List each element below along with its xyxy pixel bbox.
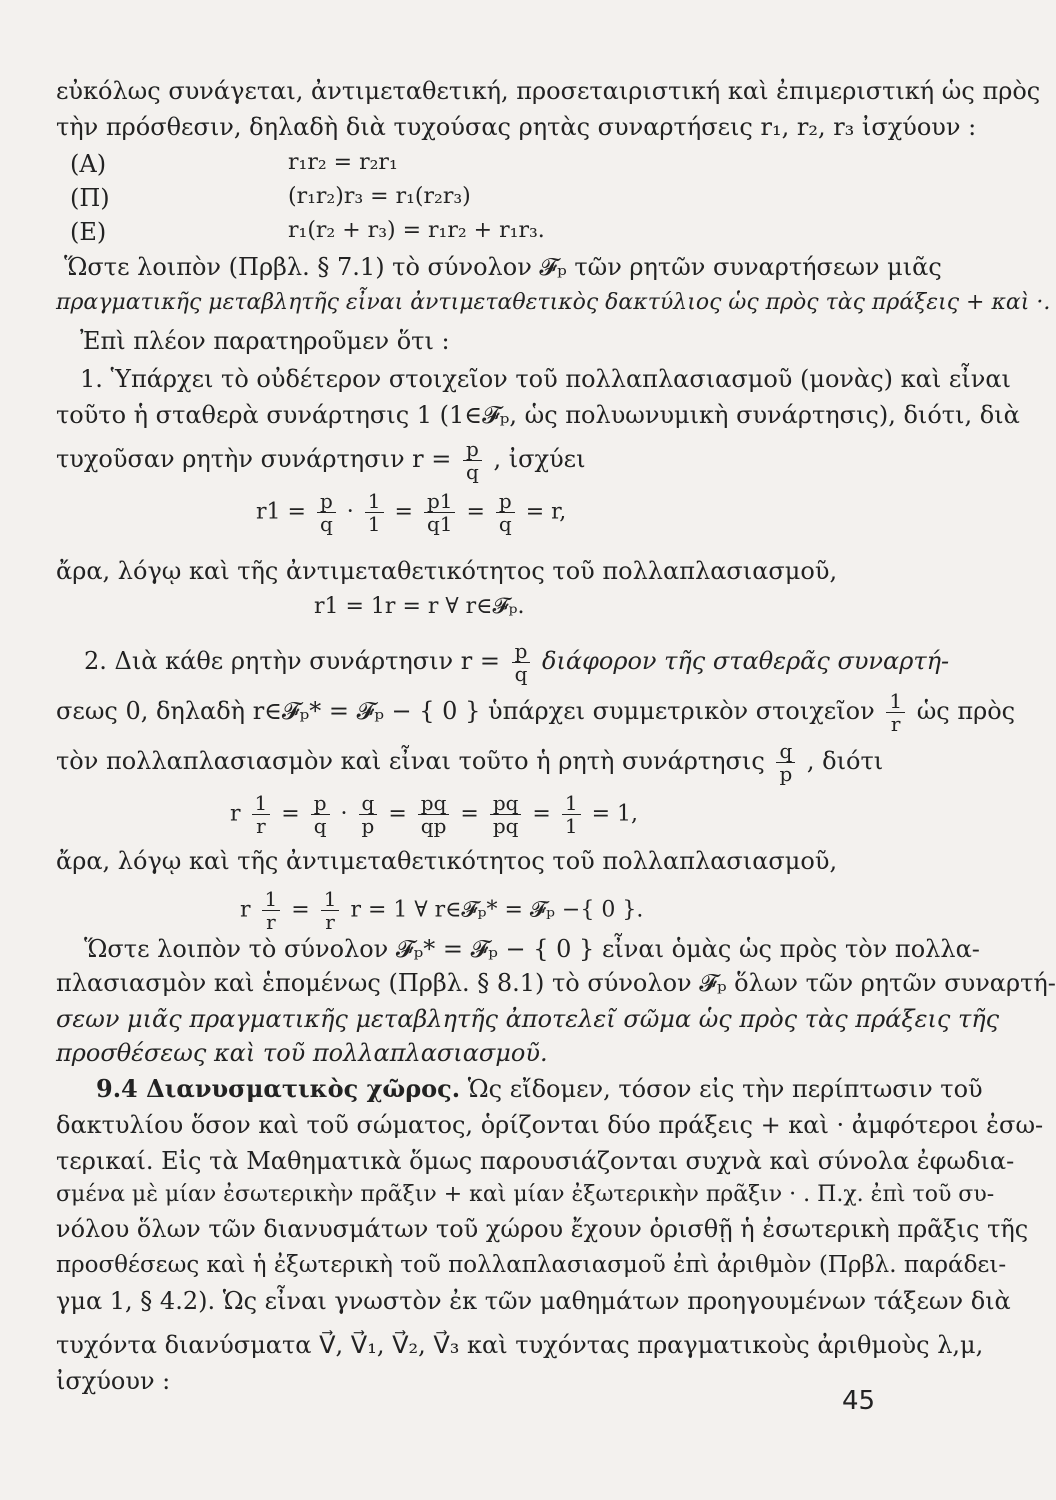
text-line: ἄρα, λόγῳ καὶ τῆς ἀντιμεταθετικότητος τοῦ πολλαπλασιασμοῦ, [56, 847, 838, 875]
text-line: τὸν πολλαπλασιασμὸν καὶ εἶναι τοῦτο ἡ ρητὴ συνάρτησις $\frac{q}{p}$ , διότι [56, 739, 884, 786]
text-line: πραγματικῆς μεταβλητῆς εἶναι ἀντιμεταθετικὸς δακτύλιος ὡς πρὸς τὰς πράξεις + καὶ ·. [56, 290, 1051, 315]
equation-identity: r1 = $\frac{p}{q}$ · $\frac{1}{1}$ = $\frac{p1}{q1}$ = $\frac{p}{q}$ = r, [256, 489, 567, 536]
section-heading: 9.4 Διανυσματικὸς χῶρος. Ὡς εἴδομεν, τόσον εἰς τὴν περίπτωσιν τοῦ [96, 1074, 983, 1103]
text-line: τοῦτο ἡ σταθερὰ συνάρτησις 1 (1∈𝓕ₚ, ὡς πολυωνυμικὴ συνάρτησις), διότι, διὰ [56, 401, 1020, 429]
text-line: προσθέσεως καὶ τοῦ πολλαπλασιασμοῦ. [56, 1039, 548, 1067]
text-line: ἰσχύουν : [56, 1367, 171, 1395]
law-formula: r₁r₂ = r₂r₁ [288, 150, 398, 175]
equation-identity-all: r1 = 1r = r ∀ r∈𝓕ₚ. [314, 594, 525, 619]
text-line: γμα 1, § 4.2). Ὡς εἶναι γνωστὸν ἐκ τῶν μαθημάτων προηγουμένων τάξεων διὰ [56, 1287, 1011, 1315]
text-line: τερικαί. Εἰς τὰ Μαθηματικὰ ὅμως παρουσιάζονται συχνὰ καὶ σύνολα ἐφωδια- [56, 1147, 1015, 1175]
text-line: σμένα μὲ μίαν ἐσωτερικὴν πρᾶξιν + καὶ μίαν ἐξωτερικὴν πρᾶξιν · . Π.χ. ἐπὶ τοῦ συ- [56, 1182, 995, 1207]
equation-inverse-all: r $\frac{1}{r}$ = $\frac{1}{r}$ r = 1 ∀ r∈𝓕ₚ* = 𝓕ₚ −{ 0 }. [240, 887, 644, 934]
section-title: 9.4 Διανυσματικὸς χῶρος. [96, 1074, 461, 1103]
text-line: πλασιασμὸν καὶ ἑπομένως (Πρβλ. § 8.1) τὸ σύνολον 𝓕ₚ ὅλων τῶν ρητῶν συναρτή- [56, 969, 1056, 997]
law-tag: (Π) [70, 184, 110, 212]
text-line: Ἐπὶ πλέον παρατηροῦμεν ὅτι : [80, 327, 450, 355]
equation-inverse: r $\frac{1}{r}$ = $\frac{p}{q}$ · $\frac{q}{p}$ = $\frac{pq}{qp}$ = $\frac{pq}{pq}$ = $\frac{1}{1}$ = 1, [230, 791, 639, 838]
law-tag: (Ε) [70, 218, 107, 246]
item-2-heading: 2. Διὰ κάθε ρητὴν συνάρτησιν r = $\frac{p}{q}$ διάφορον τῆς σταθερᾶς συναρτή- [84, 639, 950, 686]
text-line: προσθέσεως καὶ ἡ ἐξωτερικὴ τοῦ πολλαπλασιασμοῦ ἐπὶ ἀριθμὸν (Πρβλ. παράδει- [56, 1252, 1007, 1278]
text-line: νόλου ὅλων τῶν διανυσμάτων τοῦ χώρου ἔχουν ὁρισθῇ ἡ ἐσωτερικὴ πρᾶξις τῆς [56, 1215, 1029, 1243]
text-line: ἄρα, λόγῳ καὶ τῆς ἀντιμεταθετικότητος τοῦ πολλαπλασιασμοῦ, [56, 557, 838, 585]
law-tag: (Α) [70, 150, 107, 178]
law-formula: r₁(r₂ + r₃) = r₁r₂ + r₁r₃. [288, 218, 545, 243]
text-line: δακτυλίου ὅσον καὶ τοῦ σώματος, ὁρίζονται δύο πράξεις + καὶ · ἀμφότεροι ἐσω- [56, 1111, 1044, 1139]
text-line: εὐκόλως συνάγεται, ἀντιμεταθετική, προσεταιριστική καὶ ἐπιμεριστική ὡς πρὸς [56, 77, 1041, 105]
text-line: σεων μιᾶς πραγματικῆς μεταβλητῆς ἀποτελεῖ σῶμα ὡς πρὸς τὰς πράξεις τῆς [56, 1005, 1000, 1033]
page-number: 45 [842, 1386, 876, 1416]
text-line: τυχόντα διανύσματα V⃗, V⃗₁, V⃗₂, V⃗₃ καὶ τυχόντας πραγματικοὺς ἀριθμοὺς λ,μ, [56, 1331, 984, 1359]
text-line: τὴν πρόσθεσιν, δηλαδὴ διὰ τυχούσας ρητὰς συναρτήσεις r₁, r₂, r₃ ἰσχύουν : [56, 113, 977, 141]
text-line: Ὥστε λοιπὸν τὸ σύνολον 𝓕ₚ* = 𝓕ₚ − { 0 } εἶναι ὁμὰς ὡς πρὸς τὸν πολλα- [84, 935, 980, 963]
fraction-p-q: $\frac{p}{q}$ [463, 438, 482, 483]
item-1-heading: 1. Ὑπάρχει τὸ οὐδέτερον στοιχεῖον τοῦ πολλαπλασιασμοῦ (μονὰς) καὶ εἶναι [80, 365, 1011, 393]
text-line: Ὥστε λοιπὸν (Πρβλ. § 7.1) τὸ σύνολον 𝓕ₚ τῶν ρητῶν συναρτήσεων μιᾶς [64, 253, 942, 281]
law-formula: (r₁r₂)r₃ = r₁(r₂r₃) [288, 184, 471, 209]
text-line: τυχοῦσαν ρητὴν συνάρτησιν r = $\frac{p}{q}$ , ἰσχύει [56, 437, 586, 484]
text-line: σεως 0, δηλαδὴ r∈𝓕ₚ* = 𝓕ₚ − { 0 } ὑπάρχει συμμετρικὸν στοιχεῖον $\frac{1}{r}$ ὡς πρὸς [56, 689, 1016, 736]
